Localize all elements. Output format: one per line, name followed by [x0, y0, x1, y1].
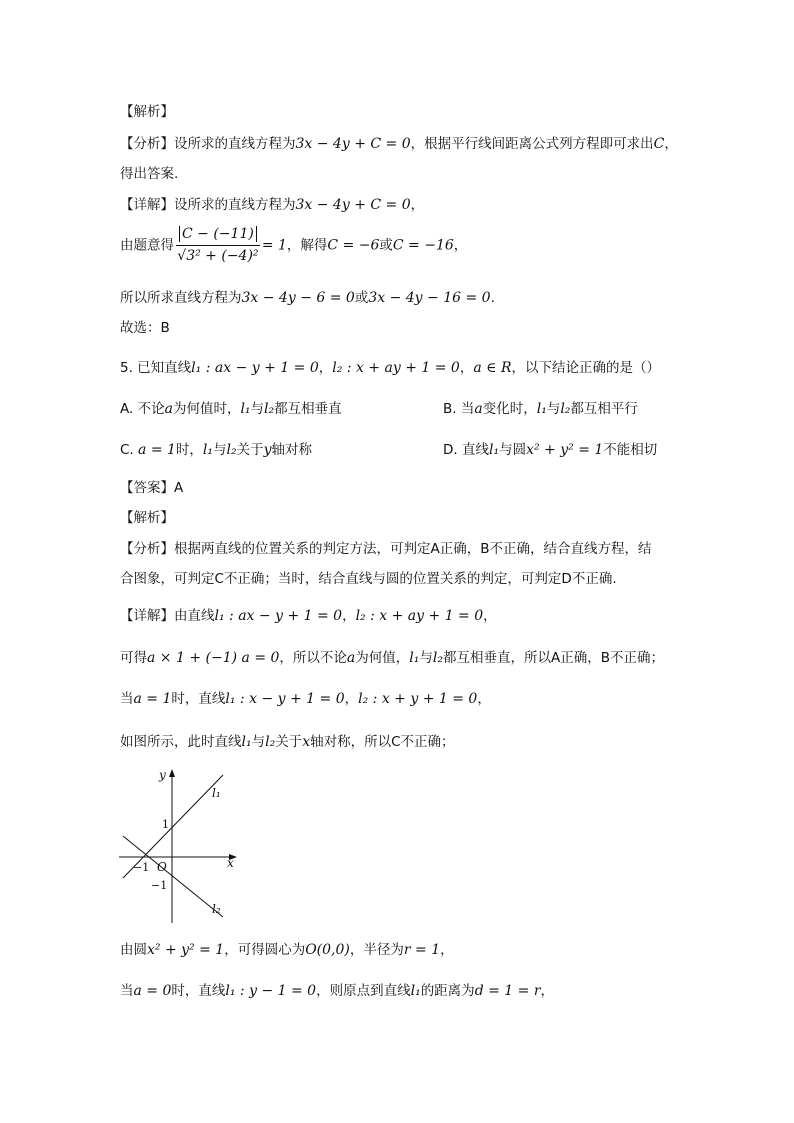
variable: C: [653, 136, 665, 152]
text: 与: [250, 401, 265, 417]
text: 为何值，: [355, 650, 410, 666]
variable: l₁: [536, 401, 547, 417]
text: A. 不论: [120, 401, 165, 417]
option-a: [120, 402, 342, 417]
variable: l₁: [241, 734, 252, 750]
text: ，可得圆心为: [224, 942, 306, 958]
answer-line: 【答案】A: [120, 480, 184, 496]
analysis-line-2: 得出答案.: [120, 166, 179, 182]
equation: 3x − 4y + C = 0: [295, 197, 411, 213]
variable: a: [164, 401, 173, 417]
detail-line-3: [120, 291, 495, 306]
text: 与: [213, 442, 227, 458]
tick-label-y-1: 1: [162, 818, 169, 831]
text: 与: [546, 401, 561, 417]
variable: l₁: [488, 442, 500, 458]
text: ，: [483, 608, 497, 624]
text: 与: [251, 734, 266, 750]
text: 由题意得: [120, 237, 174, 254]
fraction-denominator: 3² + (−4)²: [186, 247, 259, 264]
text: 关于: [236, 442, 264, 458]
variable: l₁: [240, 401, 251, 417]
variable: l₂: [264, 401, 275, 417]
detail-line-2: [120, 226, 467, 265]
text: 可得: [120, 650, 147, 666]
text: ，: [459, 360, 474, 376]
answer-choice-line: 故选：B: [120, 320, 170, 336]
variable: l₁: [410, 983, 421, 999]
text: 轴对称: [271, 442, 313, 458]
variable: l₂: [560, 401, 571, 417]
option-d: [443, 443, 657, 458]
equation: C = −6: [327, 237, 380, 254]
equation: a × 1 + (−1) a = 0: [147, 650, 280, 666]
text: 不能相切: [603, 442, 658, 458]
text: ，: [318, 360, 333, 376]
text: ，: [453, 237, 468, 254]
text: ，解得: [286, 237, 328, 254]
tick-label-x-minus-1: −1: [133, 861, 150, 874]
text: ，: [540, 983, 555, 999]
equation: a = 1: [133, 691, 172, 707]
section-tag-analysis-2: 【解析】: [120, 510, 174, 526]
y-axis-arrow: [169, 769, 175, 777]
text: 或: [354, 290, 369, 306]
text: 轴对称，所以C不正确；: [310, 734, 455, 750]
text: .: [490, 290, 495, 306]
text: 时，: [175, 442, 203, 458]
detail-paragraph-line-2: [120, 651, 664, 666]
option-c: [120, 443, 312, 458]
text: 都互相平行: [570, 401, 638, 417]
text: 由圆: [120, 942, 147, 958]
text: 设所求的直线方程为: [174, 197, 296, 213]
text: 所以所求直线方程为: [120, 290, 242, 306]
detail-paragraph-line-5: [120, 943, 454, 958]
text: ，以下结论正确的是（）: [511, 360, 660, 376]
text: 如图所示，此时直线: [120, 734, 242, 750]
text: 变化时，: [482, 401, 537, 417]
x-axis-label: x: [227, 856, 234, 870]
analysis-tag: 【分析】: [120, 136, 174, 152]
text: 的距离为: [420, 983, 475, 999]
text: 都互相垂直: [274, 401, 342, 417]
text: 当: [120, 983, 134, 999]
text: ，根据平行线间距离公式列方程即可求出: [410, 136, 654, 152]
equation: l₂ : x + ay + 1 = 0: [355, 608, 484, 624]
variable: l₂: [265, 734, 276, 750]
fraction-numerator: C − (−11): [179, 226, 257, 242]
variable: a: [474, 401, 483, 417]
equation: d = 1 = r: [474, 983, 541, 999]
detail-tag: 【详解】: [120, 197, 174, 213]
text: B. 当: [443, 401, 475, 417]
text: 当: [120, 691, 134, 707]
equation: 3x − 4y − 6 = 0: [241, 290, 355, 306]
text: ，: [410, 197, 425, 213]
text: ，: [440, 942, 454, 958]
detail-paragraph-line-4: [120, 735, 455, 750]
text: ，: [477, 691, 491, 707]
equation: a ∈ R: [473, 360, 512, 376]
text: 与: [419, 650, 433, 666]
detail-paragraph-line-3: [120, 692, 491, 707]
text: 设所求的直线方程为: [174, 136, 296, 152]
line-l2-label: l₂: [212, 902, 221, 916]
equation: l₁ : ax − y + 1 = 0: [191, 360, 319, 376]
variable: l₂: [432, 650, 443, 666]
text: ，则原点到直线: [316, 983, 411, 999]
text: 关于: [275, 734, 303, 750]
text: 时，直线: [171, 983, 226, 999]
equation: l₂ : x + y + 1 = 0: [358, 691, 478, 707]
equation: r = 1: [403, 942, 441, 958]
text: 都互相垂直，所以A正确，B不正确；: [442, 650, 664, 666]
text: ，: [342, 608, 356, 624]
equation: l₁ : x − y + 1 = 0: [225, 691, 345, 707]
text: 【详解】由直线: [120, 608, 215, 624]
equation: l₁ : ax − y + 1 = 0: [214, 608, 343, 624]
text: ，: [344, 691, 359, 707]
text: ，半径为: [349, 942, 404, 958]
coordinate-graph: [115, 765, 255, 925]
equation: l₁ : y − 1 = 0: [225, 983, 317, 999]
variable: l₁: [202, 442, 213, 458]
variable: a: [346, 650, 356, 666]
text: ，: [664, 136, 678, 152]
origin-label: O: [157, 860, 167, 874]
detail-paragraph-line-1: [120, 609, 497, 624]
analysis-line-1: [120, 137, 678, 152]
text: D. 直线: [443, 442, 489, 458]
equation: l₂ : x + ay + 1 = 0: [332, 360, 460, 376]
text: ，所以不论: [279, 650, 347, 666]
equation: C = −16: [392, 237, 454, 254]
equation: x² + y² = 1: [147, 942, 225, 958]
section-tag-analysis: 【解析】: [120, 104, 174, 120]
equation: x² + y² = 1: [526, 442, 604, 458]
equation: a = 0: [133, 983, 172, 999]
text: C.: [120, 442, 134, 458]
analysis-paragraph-line-2: 合图象，可判定C不正确；当时，结合直线与圆的位置关系的判定，可判定D不正确.: [120, 571, 617, 587]
text: 为何值时，: [172, 401, 241, 417]
detail-line-1: [120, 198, 424, 213]
y-axis-label: y: [159, 768, 166, 782]
variable: x: [302, 734, 311, 750]
equation: 3x − 4y + C = 0: [295, 136, 411, 152]
variable: y: [263, 442, 272, 458]
variable: l₂: [226, 442, 237, 458]
line-l2: [123, 836, 223, 917]
analysis-paragraph-line-1: 【分析】根据两直线的位置关系的判定方法，可判定A正确，B不正确，结合直线方程，结: [120, 541, 652, 557]
question-5-stem: [120, 361, 660, 376]
variable: l₁: [409, 650, 420, 666]
option-b: [443, 402, 638, 417]
equation: a = 1: [138, 442, 176, 458]
text: 时，直线: [171, 691, 226, 707]
tick-label-y-minus-1: −1: [151, 879, 168, 892]
text: 或: [379, 237, 393, 254]
line-l1-label: l₁: [212, 786, 221, 800]
equation: = 1: [261, 237, 287, 254]
detail-paragraph-line-6: [120, 984, 554, 999]
text: 5. 已知直线: [120, 360, 192, 376]
equation: 3x − 4y − 16 = 0: [368, 290, 491, 306]
distance-fraction: $\frac{C - (-11)}{\text{√3² + (−4)²}}$: [177, 226, 259, 264]
text: 与圆: [499, 442, 527, 458]
equation: O(0,0): [305, 942, 350, 958]
